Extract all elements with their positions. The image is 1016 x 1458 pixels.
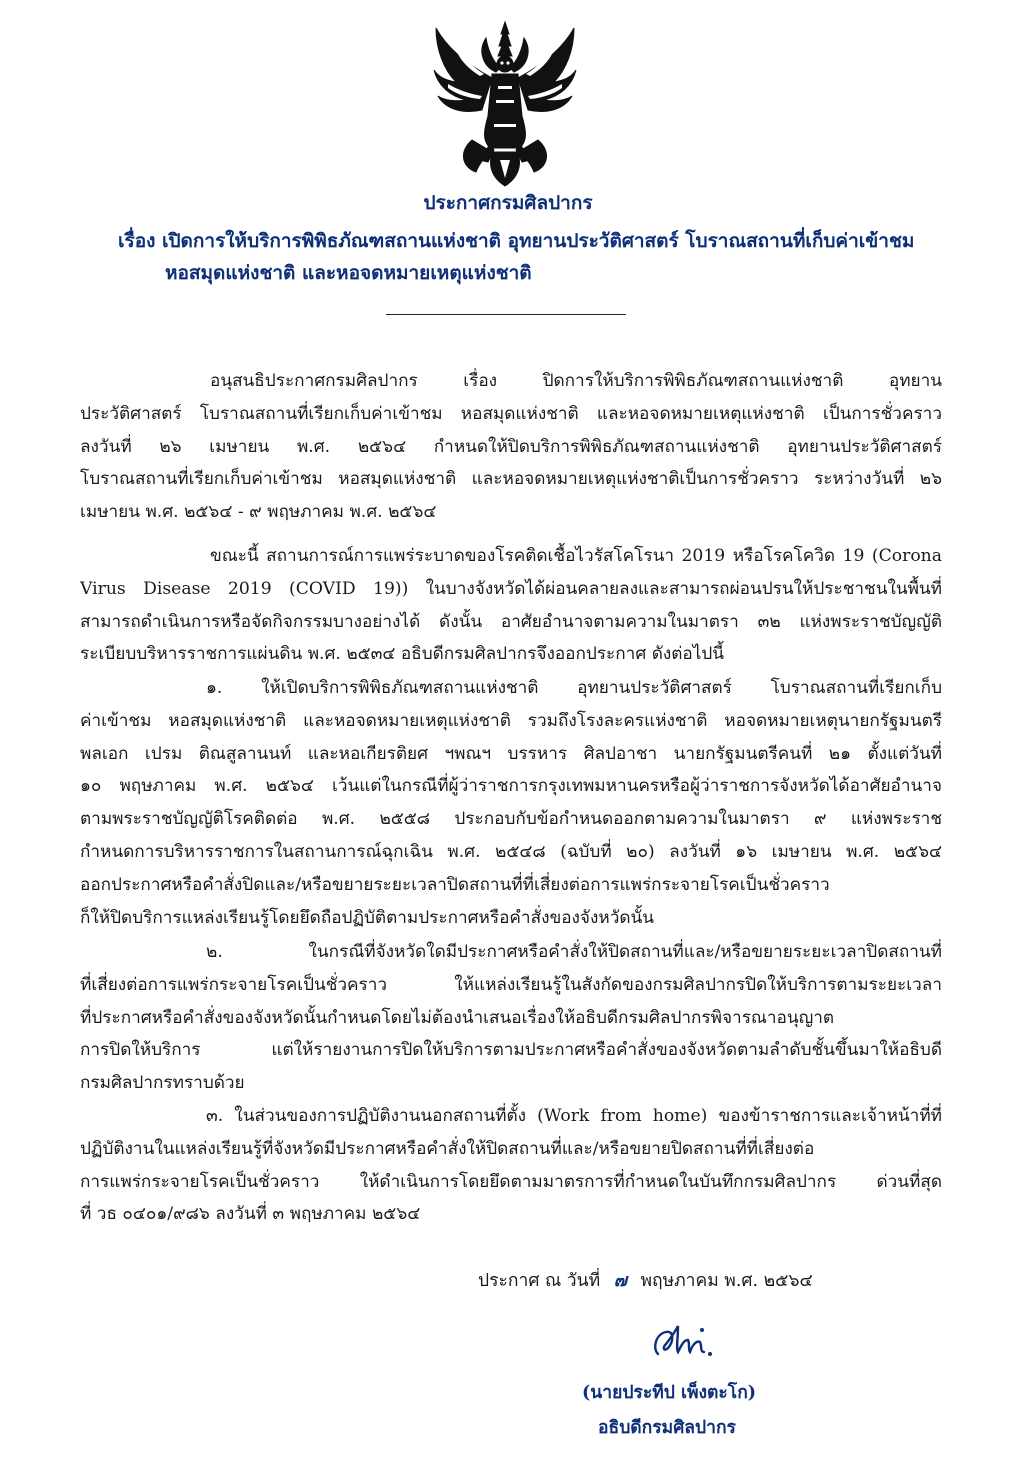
text-line: ที่ประกาศหรือคำสั่งของจังหวัดนั้นกำหนดโดยไม่ต้องนำเสนอเรื่องให้อธิบดีกรมศิลปากรพิจารณาอนุญาต [80, 1007, 835, 1028]
signatory-name: (นายประทีป เพ็งตะโก) [582, 1383, 757, 1403]
text-line: ประวัติศาสตร์ โบราณสถานที่เรียกเก็บค่าเข้าชม หอสมุดแห่งชาติ และหอจดหมายเหตุแห่งชาติ เป็นการชั่วคราว [80, 403, 942, 424]
subject-line-2: หอสมุดแห่งชาติ และหอจดหมายเหตุแห่งชาติ [165, 262, 532, 284]
text-line: ที่เสี่ยงต่อการแพร่กระจายโรคเป็นชั่วคราว ให้แหล่งเรียนรู้ในสังกัดของกรมศิลปากรปิดให้บริการตามระยะเวลา [80, 974, 942, 995]
item-1-reopen [80, 672, 942, 934]
text-line: ตามพระราชบัญญัติโรคติดต่อ พ.ศ. ๒๕๕๘ ประกอบกับข้อกำหนดออกตามความในมาตรา ๙ แห่งพระราช [80, 809, 942, 830]
text-line: ๒. ในกรณีที่จังหวัดใดมีประกาศหรือคำสั่งให้ปิดสถานที่และ/หรือขยายระยะเวลาปิดสถานที่ [206, 942, 942, 962]
text-line: ที่ วธ ๐๔๐๑/๙๘๖ ลงวันที่ ๓ พฤษภาคม ๒๕๖๔ [80, 1204, 421, 1225]
paragraph-situation [80, 540, 942, 671]
item-2-provincial-closure [80, 936, 942, 1100]
date-prefix: ประกาศ ณ วันที่ [478, 1271, 601, 1291]
subject-line-1: เรื่อง เปิดการให้บริการพิพิธภัณฑสถานแห่งชาติ อุทยานประวัติศาสตร์ โบราณสถานที่เก็บค่าเข้าชม [118, 230, 915, 252]
date-month-year: พฤษภาคม พ.ศ. ๒๕๖๔ [640, 1271, 813, 1291]
announcement-date [478, 1266, 813, 1294]
text-line: ลงวันที่ ๒๖ เมษายน พ.ศ. ๒๕๖๔ กำหนดให้ปิดบริการพิพิธภัณฑสถานแห่งชาติ อุทยานประวัติศาสตร์ [80, 436, 942, 457]
text-line: สามารถดำเนินการหรือจัดกิจกรรมบางอย่างได้ ดังนั้น อาศัยอำนาจตามความในมาตรา ๓๒ แห่งพระราชบัญญัติ [80, 611, 942, 632]
text-line: การปิดให้บริการ แต่ให้รายงานการปิดให้บริการตามประกาศหรือคำสั่งของจังหวัดตามลำดับชั้นขึ้นมาให้อธิบดี [80, 1040, 942, 1061]
text-line: ก็ให้ปิดบริการแหล่งเรียนรู้โดยยึดถือปฏิบัติตามประกาศหรือคำสั่งของจังหวัดนั้น [80, 907, 655, 928]
signatory-position: อธิบดีกรมศิลปากร [598, 1418, 736, 1438]
text-line: ๑. ให้เปิดบริการพิพิธภัณฑสถานแห่งชาติ อุทยานประวัติศาสตร์ โบราณสถานที่เรียกเก็บ [206, 678, 942, 698]
text-line: ปฏิบัติงานในแหล่งเรียนรู้ที่จังหวัดมีประกาศหรือคำสั่งให้ปิดสถานที่และ/หรือขยายปิดสถานที่ที่เสี่ยงต่อ [80, 1138, 815, 1159]
text-line: ๓. ในส่วนของการปฏิบัติงานนอกสถานที่ตั้ง (Work from home) ของข้าราชการและเจ้าหน้าที่ที่ [206, 1106, 942, 1126]
text-line: ค่าเข้าชม หอสมุดแห่งชาติ และหอจดหมายเหตุแห่งชาติ รวมถึงโรงละครแห่งชาติ หอจดหมายเหตุนายกรัฐมนตรี [80, 710, 942, 731]
text-line: กำหนดการบริหารราชการในสถานการณ์ฉุกเฉิน พ.ศ. ๒๕๔๘ (ฉบับที่ ๒๐) ลงวันที่ ๑๖ เมษายน พ.ศ. ๒๕๖๔ [80, 841, 942, 862]
text-line: Virus Disease 2019 (COVID 19)) ในบางจังหวัดได้ผ่อนคลายลงและสามารถผ่อนปรนให้ประชาชนในพื้นที่ [80, 578, 942, 599]
text-line: กรมศิลปากรทราบด้วย [80, 1073, 245, 1094]
garuda-emblem-icon [430, 20, 580, 188]
text-line: ๑๐ พฤษภาคม พ.ศ. ๒๕๖๔ เว้นแต่ในกรณีที่ผู้ว่าราชการกรุงเทพมหานครหรือผู้ว่าราชการจังหวัดได้อาศัยอำนาจ [80, 776, 942, 797]
text-line: ระเบียบบริหารราชการแผ่นดิน พ.ศ. ๒๕๓๔ อธิบดีกรมศิลปากรจึงออกประกาศ ดังต่อไปนี้ [80, 644, 725, 665]
text-line: ขณะนี้ สถานการณ์การแพร่ระบาดของโรคติดเชื้อไวรัสโคโรนา 2019 หรือโรคโควิด 19 (Corona [210, 546, 942, 566]
paragraph-background [80, 365, 942, 529]
item-3-work-from-home [80, 1100, 942, 1231]
text-line: พลเอก เปรม ติณสูลานนท์ และหอเกียรติยศ ฯพณฯ บรรหาร ศิลปอาชา นายกรัฐมนตรีคนที่ ๒๑ ตั้งแต่วันที่ [80, 743, 942, 764]
text-line: เมษายน พ.ศ. ๒๕๖๔ - ๙ พฤษภาคม พ.ศ. ๒๕๖๔ [80, 502, 437, 523]
text-line: การแพร่กระจายโรคเป็นชั่วคราว ให้ดำเนินการโดยยึดตามมาตรการที่กำหนดในบันทึกกรมศิลปากร ด่วนที่สุด [80, 1171, 942, 1192]
announcement-title: ประกาศกรมศิลปากร [423, 192, 593, 214]
header-divider [386, 314, 626, 315]
text-line: โบราณสถานที่เรียกเก็บค่าเข้าชม หอสมุดแห่งชาติ และหอจดหมายเหตุแห่งชาติเป็นการชั่วคราว ระหว่างวันที่ ๒๖ [80, 469, 942, 490]
text-line: ออกประกาศหรือคำสั่งปิดและ/หรือขยายระยะเวลาปิดสถานที่ที่เสี่ยงต่อการแพร่กระจายโรคเป็นชั่วคราว [80, 874, 830, 895]
text-line: อนุสนธิประกาศกรมศิลปากร เรื่อง ปิดการให้บริการพิพิธภัณฑสถานแห่งชาติ อุทยาน [210, 371, 942, 391]
signature-mark [648, 1318, 718, 1362]
date-day: ๗ [613, 1271, 627, 1291]
